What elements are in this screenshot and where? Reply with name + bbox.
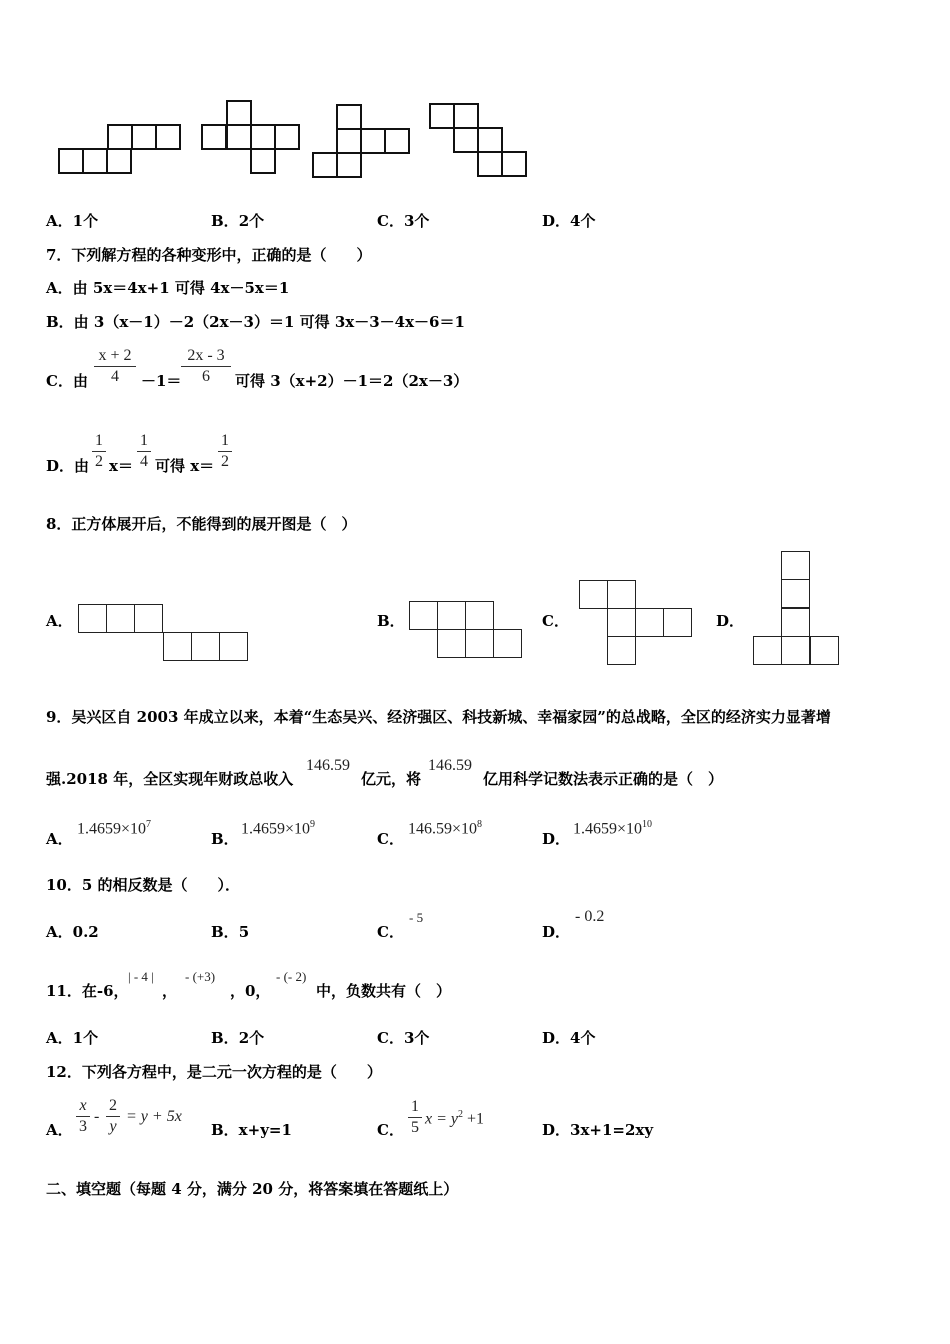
q11-option-c[interactable]: C．3个 (377, 1029, 430, 1047)
q9-option-b[interactable]: B． (211, 830, 239, 848)
q10-option-c[interactable]: C． (377, 923, 404, 941)
q7-option-a[interactable]: A．由 5x＝4x+1 可得 4x－5x＝1 (46, 279, 290, 297)
q10-option-c-value: - 5 (409, 910, 424, 925)
section-2-heading: 二、填空题（每题 4 分，满分 20 分，将答案填在答题纸上） (46, 1180, 459, 1198)
q12-option-a[interactable]: A． (46, 1121, 73, 1139)
q12-a-fraction-1: $\frac{x}{3}$ (76, 1096, 90, 1137)
q6-option-b[interactable]: B．2个 (211, 212, 265, 230)
q8-stem: 8．正方体展开后，不能得到的展开图是（ ） (46, 515, 357, 533)
q10-option-b[interactable]: B．5 (211, 923, 250, 941)
q12-a-rest: = y + 5x (126, 1108, 182, 1125)
q9-option-d-value: $1.4659\times 10^{10}$ (573, 819, 653, 838)
q12-option-d[interactable]: D．3x+1=2xy (542, 1121, 654, 1139)
q11-comma: ， (162, 982, 178, 1000)
q7-option-d-prefix[interactable]: D．由 (46, 457, 90, 475)
q11-option-a[interactable]: A．1个 (46, 1029, 99, 1047)
q9-option-d[interactable]: D． (542, 830, 571, 848)
q10-option-d[interactable]: D． (542, 923, 571, 941)
q7-c-fraction-1: $\frac{x + 2}{4}$ (94, 346, 136, 387)
q7-option-c-prefix[interactable]: C．由 (46, 372, 88, 390)
q7-d-fraction-1: $\frac{1}{2}$ (92, 431, 106, 472)
q7-option-b[interactable]: B．由 3（x－1）－2（2x－3）＝1 可得 3x－3－4x－6＝1 (46, 313, 465, 331)
q11-neg-plus: - (+3) (185, 969, 216, 984)
q7-c-suffix: 可得 3（x+2）－1＝2（2x－3） (235, 372, 469, 390)
q12-c-fraction: $\frac{1}{5}$ (408, 1097, 422, 1138)
q12-stem: 12．下列各方程中，是二元一次方程的是（ ） (46, 1063, 382, 1081)
q6-option-a[interactable]: A．1个 (46, 212, 99, 230)
q8-label-d[interactable]: D． (716, 612, 745, 630)
q12-a-minus: - (94, 1108, 100, 1125)
q11-stem-b: ，0， (230, 982, 271, 1000)
q11-stem-a: 11．在-6， (46, 982, 129, 1000)
q7-stem: 7．下列解方程的各种变形中，正确的是（ ） (46, 246, 372, 264)
q11-option-d[interactable]: D．4个 (542, 1029, 596, 1047)
q12-a-fraction-2: $\frac{2}{y}$ (106, 1096, 120, 1137)
q9-option-b-value: $1.4659\times 10^9$ (241, 819, 316, 838)
q9-option-a-value: $1.4659\times 10^7$ (77, 819, 152, 838)
q11-stem-c: 中，负数共有（ ） (316, 982, 452, 1000)
q9-value-2: 146.59 (428, 757, 472, 774)
q9-stem-line1: 9．吴兴区自 2003 年成立以来，本着“生态吴兴、经济强区、科技新城、幸福家园”的总战略，全区的经济实力显著增 (46, 708, 831, 726)
q11-option-b[interactable]: B．2个 (211, 1029, 265, 1047)
q10-stem: 10．5 的相反数是（ ）． (46, 876, 241, 894)
q12-option-b[interactable]: B．x+y=1 (211, 1121, 292, 1139)
q12-c-rest: $x = y^2 +1$ (425, 1109, 485, 1128)
q7-c-mid: －1＝ (141, 372, 182, 390)
q9-option-c[interactable]: C． (377, 830, 404, 848)
q7-d-fraction-2: $\frac{1}{4}$ (137, 431, 151, 472)
q11-neg-neg: - (- 2) (276, 969, 307, 984)
q7-d-mid2: 可得 x＝ (155, 457, 215, 475)
q9-stem-line2-c: 亿用科学记数法表示正确的是（ ） (483, 770, 724, 788)
q10-option-d-value: - 0.2 (575, 908, 605, 925)
q11-abs-value: | - 4 | (128, 969, 154, 984)
q7-d-mid: x＝ (109, 457, 133, 475)
q9-option-c-value: $146.59\times 10^8$ (408, 819, 483, 838)
q8-label-a[interactable]: A． (46, 612, 73, 630)
q6-option-c[interactable]: C．3个 (377, 212, 430, 230)
q7-c-fraction-2: $\frac{2x - 3}{6}$ (181, 346, 231, 387)
q9-value-1: 146.59 (306, 757, 350, 774)
q8-label-c[interactable]: C． (542, 612, 569, 630)
q12-option-c[interactable]: C． (377, 1121, 404, 1139)
q7-d-fraction-3: $\frac{1}{2}$ (218, 431, 232, 472)
q8-label-b[interactable]: B． (377, 612, 405, 630)
q6-option-d[interactable]: D．4个 (542, 212, 596, 230)
q9-stem-line2-b: 亿元，将 (361, 770, 422, 788)
q9-option-a[interactable]: A． (46, 830, 73, 848)
q9-stem-line2-a: 强.2018 年，全区实现年财政总收入 (46, 770, 294, 788)
q10-option-a[interactable]: A．0.2 (46, 923, 99, 941)
